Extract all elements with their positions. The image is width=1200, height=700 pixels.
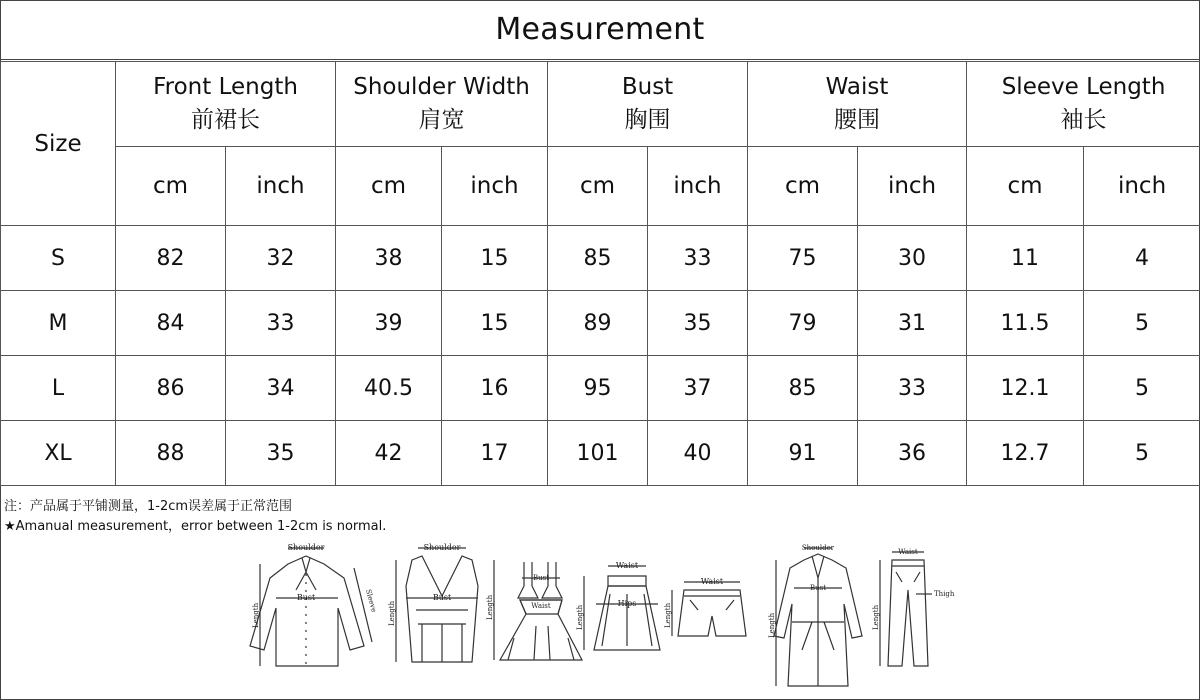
value-cell: 85 [548,226,648,291]
label-length: Length [872,604,880,630]
label-thigh: Thigh [934,590,955,598]
value-cell: 35 [226,421,336,486]
value-cell: 35 [648,291,748,356]
value-cell: 15 [442,226,548,291]
measurement-table [0,61,1200,486]
note-english: ★Amanual measurement，error between 1-2cm is normal. [4,519,387,534]
header-waist [748,62,967,147]
value-cell: 38 [336,226,442,291]
header-label-zh: 腰围 [834,107,881,133]
value-cell: 5 [1084,356,1200,421]
value-cell: 32 [226,226,336,291]
value-cell: 84 [116,291,226,356]
value-cell: 89 [548,291,648,356]
label-length: Length [486,594,494,620]
label-length: Length [576,604,584,630]
header-label-en: Waist [825,74,889,100]
value-cell: 85 [748,356,858,421]
value-cell: 75 [748,226,858,291]
label-length: Length [664,602,672,628]
header-label-en: Bust [621,74,674,100]
value-cell: 17 [442,421,548,486]
label-waist: Waist [615,561,639,570]
value-cell: 34 [226,356,336,421]
value-cell: 88 [116,421,226,486]
label-sleeve: Sleeve [364,588,378,614]
size-header: Size [1,62,116,226]
note-chinese: 注：产品属于平铺测量，1-2cm误差属于正常范围 [4,499,293,514]
label-hips: Hips [617,599,637,608]
label-waist: Waist [898,548,918,556]
size-label: M [1,291,116,356]
header-bust [548,62,748,147]
unit-cm: cm [967,147,1084,226]
value-cell: 5 [1084,421,1200,486]
value-cell: 37 [648,356,748,421]
unit-inch: inch [648,147,748,226]
size-label: L [1,356,116,421]
value-cell: 33 [858,356,967,421]
garment-illustrations-svg [246,538,958,688]
header-front-length [116,62,336,147]
unit-cm: cm [748,147,858,226]
value-cell: 30 [858,226,967,291]
label-bust: Bust [809,584,827,592]
vest-illustration [388,543,478,662]
header-label-en: Sleeve Length [1001,74,1166,100]
header-label-en: Front Length [153,74,298,100]
value-cell: 11.5 [967,291,1084,356]
label-shoulder: Shoulder [287,543,325,552]
label-bust: Bust [532,574,550,582]
value-cell: 101 [548,421,648,486]
header-label-zh: 肩宽 [418,107,465,133]
label-waist: Waist [531,602,551,610]
size-label: XL [1,421,116,486]
label-length: Length [252,602,260,628]
trousers-illustration [872,548,955,666]
header-sleeve-length [967,62,1200,147]
value-cell: 12.1 [967,356,1084,421]
coat-illustration [768,544,862,686]
table-row-m [1,291,1200,356]
value-cell: 31 [858,291,967,356]
value-cell: 91 [748,421,858,486]
unit-inch: inch [1084,147,1200,226]
header-shoulder-width [336,62,548,147]
label-shoulder: Shoulder [423,543,461,552]
blouse-illustration [250,543,378,666]
unit-inch: inch [442,147,548,226]
label-length: Length [768,612,776,638]
dress-illustration [486,560,582,660]
unit-cm: cm [548,147,648,226]
header-label-zh: 袖长 [1060,107,1107,133]
table-row-l [1,356,1200,421]
unit-inch: inch [226,147,336,226]
label-shoulder: Shoulder [801,544,835,552]
header-label-zh: 前裙长 [191,107,260,133]
value-cell: 40.5 [336,356,442,421]
value-cell: 95 [548,356,648,421]
label-length: Length [388,600,396,626]
value-cell: 79 [748,291,858,356]
value-cell: 36 [858,421,967,486]
table-row-s [1,226,1200,291]
shorts-illustration [664,577,746,636]
value-cell: 82 [116,226,226,291]
value-cell: 16 [442,356,548,421]
value-cell: 4 [1084,226,1200,291]
value-cell: 15 [442,291,548,356]
value-cell: 39 [336,291,442,356]
value-cell: 12.7 [967,421,1084,486]
header-label-en: Shoulder Width [353,74,530,100]
value-cell: 42 [336,421,442,486]
value-cell: 33 [648,226,748,291]
value-cell: 33 [226,291,336,356]
label-waist: Waist [700,577,724,586]
skirt-illustration [576,561,660,650]
value-cell: 86 [116,356,226,421]
header-label-zh: 胸围 [624,107,671,133]
measurement-notes [4,497,386,537]
page-title: Measurement [0,0,1200,60]
garment-illustrations [246,538,958,688]
table-row-xl [1,421,1200,486]
label-bust: Bust [432,593,452,602]
size-label: S [1,226,116,291]
unit-inch: inch [858,147,967,226]
value-cell: 5 [1084,291,1200,356]
label-bust: Bust [296,593,316,602]
value-cell: 11 [967,226,1084,291]
unit-cm: cm [116,147,226,226]
unit-cm: cm [336,147,442,226]
value-cell: 40 [648,421,748,486]
